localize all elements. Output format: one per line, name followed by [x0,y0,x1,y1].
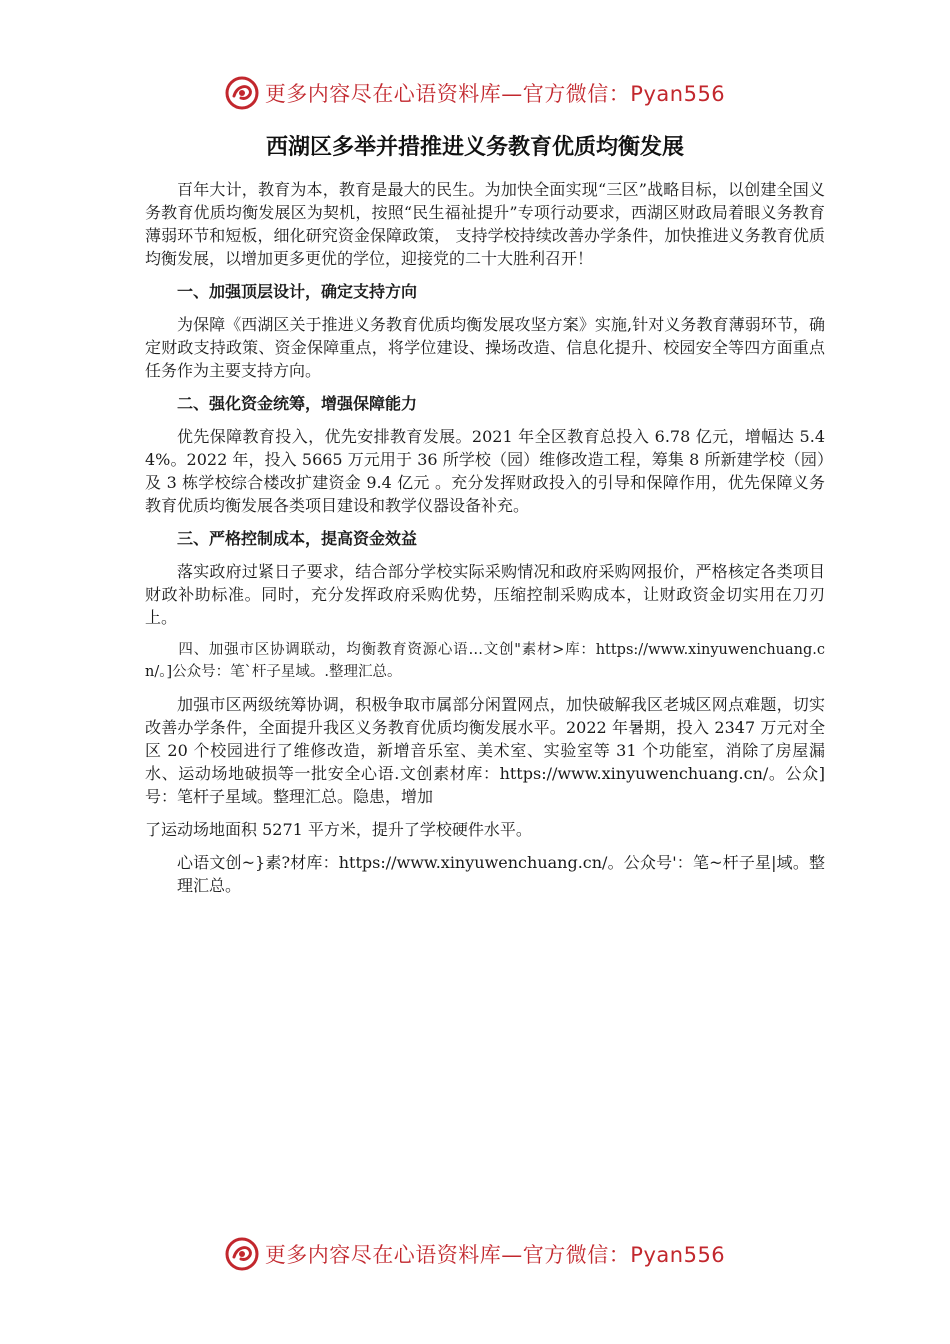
footer-banner [0,1234,950,1274]
header-banner [0,73,950,113]
section-2-body: 优先保障教育投入，优先安排教育发展。2021 年全区教育总投入 6.78 亿元，增幅达 5.44%。2022 年，投入 5665 万元用于 36 所学校（园）维修改造工程，筹集 8 所新建学校（园）及 3 栋学校综合楼改扩建资金 9.4 亿元 。充分发挥财政投入的引导和保障作用，优先保障义务教育优质均衡发展各类项目建设和教学仪器设备补充。 [145,427,825,515]
section-3-heading: 三、严格控制成本，提高资金效益 [177,529,418,548]
swirl-logo-icon [225,1237,259,1271]
document-body [145,178,825,907]
section-4-body: 加强市区两级统筹协调，积极争取市属部分闲置网点，加快破解我区老城区网点难题，切实改善办学条件，全面提升我区义务教育优质均衡发展水平。2022 年暑期，投入 2347 万元对全区 20 个校园进行了维修改造，新增音乐室、美术室、实验室等 31 个功能室，消除了房屋漏水、运动场地破损等一批安全心语.文创素材库：https://www.xinyuwenchuang.cn/。公众]号：笔杆子星域。整理汇总。隐患，增加 [145,695,825,806]
section-1-body: 为保障《西湖区关于推进义务教育优质均衡发展攻坚方案》实施,针对义务教育薄弱环节，确定财政支持政策、资金保障重点，将学位建设、操场改造、信息化提升、校园安全等四方面重点任务作为主要支持方向。 [145,315,825,380]
closing-note: 心语文创~}素?材库：https://www.xinyuwenchuang.cn/。公众号'：笔~杆子星|域。整理汇总。 [177,853,825,895]
section-2-heading: 二、强化资金统筹，增强保障能力 [177,394,418,413]
swirl-logo-icon [225,76,259,110]
section-1-heading: 一、加强顶层设计，确定支持方向 [177,282,418,301]
section-4-continued: 了运动场地面积 5271 平方米，提升了学校硬件水平。 [145,820,532,839]
banner-text: 更多内容尽在心语资料库—官方微信：Pyan556 [264,1243,726,1267]
intro-paragraph: 百年大计，教育为本，教育是最大的民生。为加快全面实现“三区”战略目标，以创建全国义务教育优质均衡发展区为契机，按照“民生福祉提升”专项行动要求，西湖区财政局着眼义务教育薄弱环节和短板，细化研究资金保障政策， 支持学校持续改善办学条件，加快推进义务教育优质均衡发展，以增加更多更优的学位，迎接党的二十大胜利召开！ [145,180,825,268]
banner-text: 更多内容尽在心语资料库—官方微信：Pyan556 [264,82,726,106]
section-4-heading: 四、加强市区协调联动，均衡教育资源心语…文创"素材>库：https://www.xinyuwenchuang.cn/。]公众号：笔`杆子星域。.整理汇总。 [145,642,825,680]
section-3-body: 落实政府过紧日子要求，结合部分学校实际采购情况和政府采购网报价，严格核定各类项目财政补助标准。同时，充分发挥政府采购优势，压缩控制采购成本，让财政资金切实用在刀刃上。 [145,562,825,627]
document-title: 西湖区多举并措推进义务教育优质均衡发展 [265,135,684,160]
